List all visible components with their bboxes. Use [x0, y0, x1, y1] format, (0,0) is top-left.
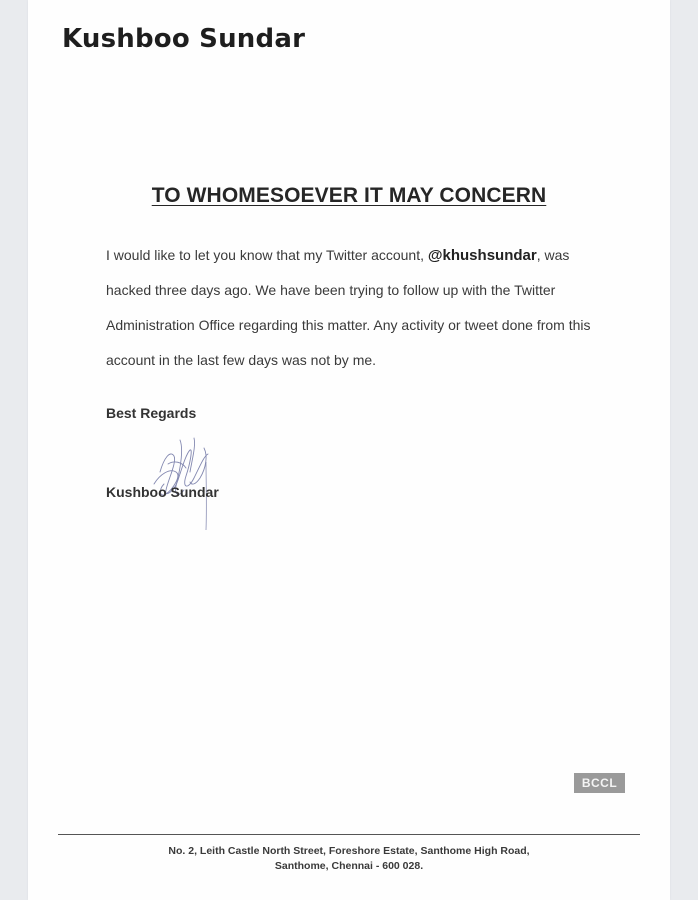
letter-body — [106, 238, 606, 378]
body-text-part-2: , was hacked three days ago. We have been trying to follow up with the Twitter Administration Office regarding this matter. Any activity or tweet done from this account in the last few days was not by me. — [106, 247, 591, 368]
body-text-part-1: I would like to let you know that my Twitter account, — [106, 247, 428, 263]
letter-heading-text: TO WHOMESOEVER IT MAY CONCERN — [151, 184, 547, 207]
footer-address-line-2: Santhome, Chennai - 600 028. — [274, 860, 424, 872]
footer-address-line-1: No. 2, Leith Castle North Street, Foreshore Estate, Santhome High Road, — [168, 845, 530, 857]
letter-heading — [28, 181, 670, 209]
twitter-handle: @khushsundar — [427, 247, 537, 264]
closing-text: Best Regards — [106, 405, 197, 421]
watermark-badge: BCCL — [574, 773, 625, 793]
footer-divider — [58, 834, 640, 835]
signature-image — [130, 420, 220, 535]
letter-page — [28, 0, 670, 900]
signatory-name: Kushboo Sundar — [106, 484, 219, 500]
letterhead-name: Kushboo Sundar — [62, 24, 306, 54]
footer-address — [28, 844, 670, 874]
